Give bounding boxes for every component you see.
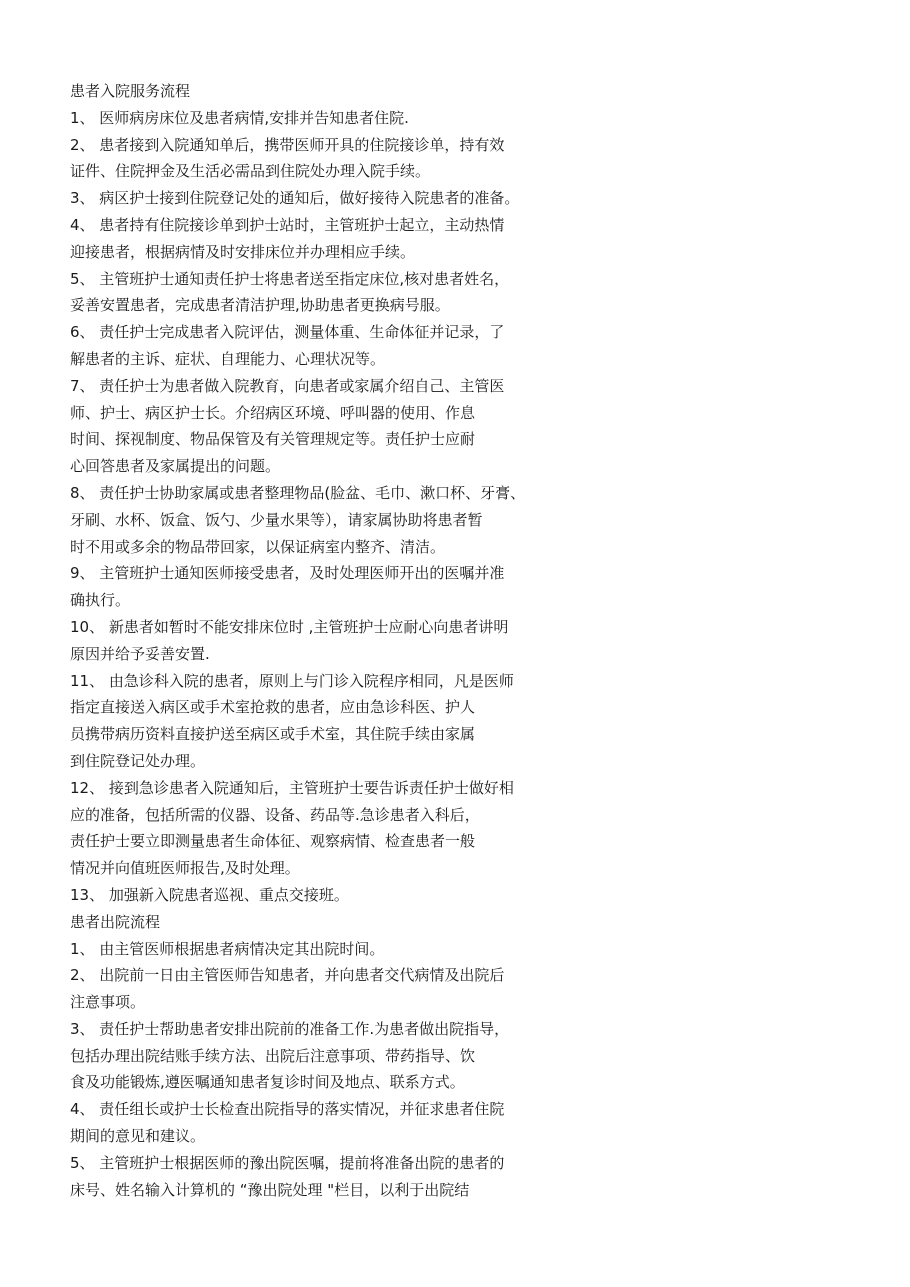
text-line: 指定直接送入病区或手术室抢救的患者，应由急诊科医、护人 — [70, 698, 476, 717]
text-line: 3、 责任护士帮助患者安排出院前的准备工作.为患者做出院指导， — [70, 1019, 510, 1038]
text-line: 床号、姓名输入计算机的 “豫出院处理 "栏目，以利于出院结 — [70, 1180, 470, 1199]
text-line: 时间、探视制度、物品保管及有关管理规定等。责任护士应耐 — [70, 430, 476, 449]
text-line: 时不用或多余的物品带回家，以保证病室内整齐、清洁。 — [70, 537, 446, 556]
text-line: 牙刷、水杯、饭盒、饭勺、少量水果等），请家属协助将患者暂 — [70, 510, 483, 529]
text-line: 到住院登记处办理。 — [70, 751, 206, 770]
section-heading: 患者出院流程 — [70, 912, 161, 931]
text-line: 应的准备，包括所需的仪器、设备、药品等.急诊患者入科后， — [70, 805, 480, 824]
text-line: 13、 加强新入院患者巡视、重点交接班。 — [70, 885, 349, 904]
text-line: 7、 责任护士为患者做入院教育，向患者或家属介绍自己、主管医 — [70, 376, 505, 395]
text-line: 5、 主管班护士根据医师的豫出院医嘱，提前将准备出院的患者的 — [70, 1153, 505, 1172]
text-line: 妥善安置患者，完成患者清洁护理,协助患者更换病号服。 — [70, 296, 450, 315]
text-line: 食及功能锻炼,遵医嘱通知患者复诊时间及地点、联系方式。 — [70, 1073, 465, 1092]
text-line: 师、护士、病区护士长。介绍病区环境、呼叫器的使用、作息 — [70, 403, 476, 422]
text-line: 6、 责任护士完成患者入院评估，测量体重、生命体征并记录，了 — [70, 323, 505, 342]
text-line: 1、 由主管医师根据患者病情决定其出院时间。 — [70, 939, 385, 958]
text-line: 1、 医师病房床位及患者病情,安排并告知患者住院. — [70, 108, 409, 127]
text-line: 责任护士要立即测量患者生命体征、观察病情、检查患者一般 — [70, 832, 476, 851]
text-line: 9、 主管班护士通知医师接受患者，及时处理医师开出的医嘱并准 — [70, 564, 505, 583]
text-line: 注意事项。 — [70, 993, 146, 1012]
text-line: 证件、住院押金及生活必需品到住院处办理入院手续。 — [70, 162, 431, 181]
text-line: 11、 由急诊科入院的患者，原则上与门诊入院程序相同，凡是医师 — [70, 671, 514, 690]
text-line: 原因并给予妥善安置. — [70, 644, 210, 663]
text-line: 8、 责任护士协助家属或患者整理物品(脸盆、毛巾、漱口杯、牙膏、 — [70, 483, 526, 502]
text-line: 心回答患者及家属提出的问题。 — [70, 457, 281, 476]
text-line: 4、 责任组长或护士长检查出院指导的落实情况，并征求患者住院 — [70, 1100, 505, 1119]
text-line: 情况并向值班医师报告,及时处理。 — [70, 859, 300, 878]
document-title: 患者入院服务流程 — [70, 82, 191, 100]
text-line: 期间的意见和建议。 — [70, 1127, 206, 1146]
text-line: 10、 新患者如暂时不能安排床位时 ,主管班护士应耐心向患者讲明 — [70, 617, 509, 636]
text-line: 4、 患者持有住院接诊单到护士站时，主管班护士起立，主动热情 — [70, 215, 505, 234]
text-line: 迎接患者，根据病情及时安排床位并办理相应手续。 — [70, 242, 416, 261]
text-line: 5、 主管班护士通知责任护士将患者送至指定床位,核对患者姓名， — [70, 269, 510, 288]
text-line: 3、 病区护士接到住院登记处的通知后，做好接待入院患者的准备。 — [70, 189, 520, 208]
text-line: 解患者的主诉、症状、自理能力、心理状况等。 — [70, 349, 386, 368]
text-line: 12、 接到急诊患者入院通知后，主管班护士要告诉责任护士做好相 — [70, 778, 514, 797]
document-body — [70, 78, 890, 1203]
text-line: 员携带病历资料直接护送至病区或手术室，其住院手续由家属 — [70, 725, 476, 744]
text-line: 2、 患者接到入院通知单后，携带医师开具的住院接诊单，持有效 — [70, 135, 505, 154]
text-line: 2、 出院前一日由主管医师告知患者，并向患者交代病情及出院后 — [70, 966, 505, 985]
text-line: 确执行。 — [70, 591, 131, 610]
text-line: 包括办理出院结账手续方法、出院后注意事项、带药指导、饮 — [70, 1046, 476, 1065]
